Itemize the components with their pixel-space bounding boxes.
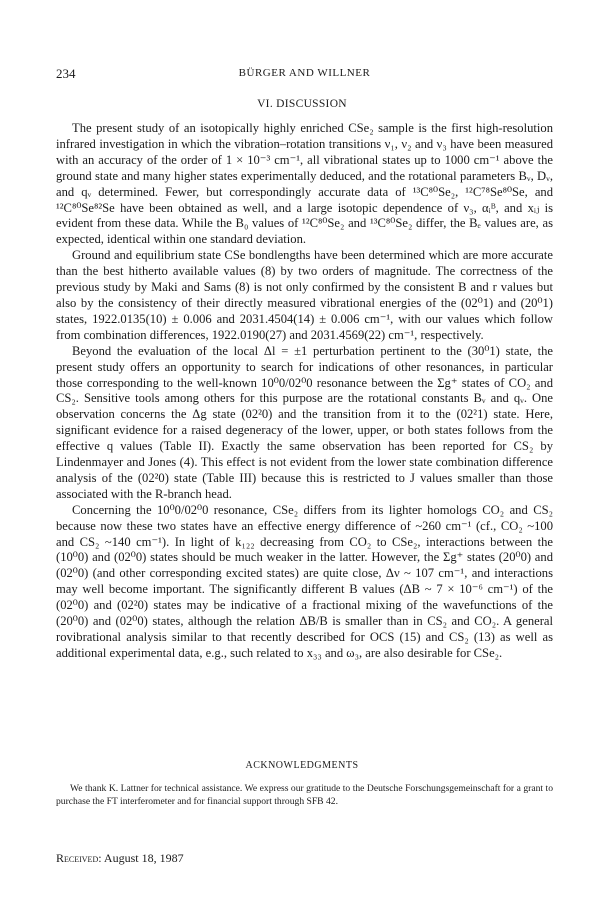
discussion-body [56,121,553,662]
received-date: August 18, 1987 [103,851,184,865]
running-head: BÜRGER AND WILLNER [238,67,371,79]
paragraph: Concerning the 10⁰0/02⁰0 resonance, CSe₂ differs from its lighter homologs CO₂ and CS₂ because now these two states have an effective energy difference of ~260 cm⁻¹ (cf., CO₂ ~100 and CS₂ ~140 cm⁻¹). In light of k₁₂₂ decreasing from CO₂ to CSe₂, interactions between the (10⁰0) and (02⁰0) states should be much weaker in the latter. However, the Σg⁺ states (20⁰0) and (02⁰0) (and other corresponding excited states) are quite close, Δν ~ 107 cm⁻¹, and interactions may well become important. The significantly different B values (ΔB ~ 7 × 10⁻⁶ cm⁻¹) of the (02⁰0) and (02²0) states may be indicative of a fractional mixing of the wavefunctions of the (20⁰0) and (02⁰0) states, although the relation ΔB/B is smaller than in CS₂ and CO₂. A general rovibrational analysis similar to that recently described for OCS (15) and CS₂ (13) as well as additional experimental data, e.g., such related to x₃₃ and ω₃, are also desirable for CSe₂. [56,502,553,660]
paragraph: Ground and equilibrium state CSe bondlengths have been determined which are more accurate than the best hitherto available values (8) by two orders of magnitude. The correctness of the previous study by Maki and Sams (8) is not only confirmed by the consistent B and r values but also by the consistency of their directly measured vibrational energies of the (02⁰1) and (20⁰1) states, 1922.0135(10) ± 0.006 and 2031.4504(14) ± 0.006 cm⁻¹, with our values which follow from combination differences, 1922.0190(27) and 2031.4569(22) cm⁻¹, respectively. [56,248,553,342]
received-line [56,851,184,866]
page-number: 234 [56,66,76,81]
page-header [56,66,553,82]
paragraph: The present study of an isotopically highly enriched CSe₂ sample is the first high-resolution infrared investigation in which the vibration–rotation transitions ν₁, ν₂ and ν₃ have been measured with an accuracy of the order of 1 × 10⁻³ cm⁻¹, all vibrational states up to 1000 cm⁻¹ above the ground state and many higher states experimentally deduced, and the rotational parameters Bᵥ, Dᵥ, and qᵥ determined. Fewer, but correspondingly accurate data of ¹³C⁸⁰Se₂, ¹²C⁷⁸Se⁸⁰Se, and ¹²C⁸⁰Se⁸²Se have been obtained as well, and a large isotopic dependence of ν₃, αᵢᴮ, and xᵢⱼ is evident from these data. While the B₀ values of ¹²C⁸⁰Se₂ and ¹³C⁸⁰Se₂ differ, the Bₑ values are, as expected, identical within one standard deviation. [56,121,553,247]
paragraph: Beyond the evaluation of the local Δl = ±1 perturbation pertinent to the (30⁰1) state, the present study offers an opportunity to search for indications of other resonances, in particular those corresponding to the well-known 10⁰0/02⁰0 resonance between the Σg⁺ states of CO₂ and CS₂. Sensitive tools among others for this purpose are the rotational constants Bᵥ and qᵥ. One observation concerns the Δg state (02²0) and the transition from it to the (02²1) state. Here, significant evidence for a raised degeneracy of the lower, upper, or both states follows from the effective q values (Table II). Exactly the same observation has been reported for CS₂ by Lindenmayer and Jones (4). This effect is not evident from the lower state combination difference analysis of the (02²0) state (Table III) because this is restricted to J values smaller than those associated with the R-branch head. [56,343,553,501]
received-label: Received: [56,851,102,865]
acknowledgments-text: We thank K. Lattner for technical assistance. We express our gratitude to the Deutsche Forschungsgemeinschaft for a grant to purchase the FT interferometer and for financial support through SFB 42. [56,783,553,807]
acknowledgments-title: ACKNOWLEDGMENTS [245,760,359,771]
section-title: VI. DISCUSSION [257,98,347,110]
